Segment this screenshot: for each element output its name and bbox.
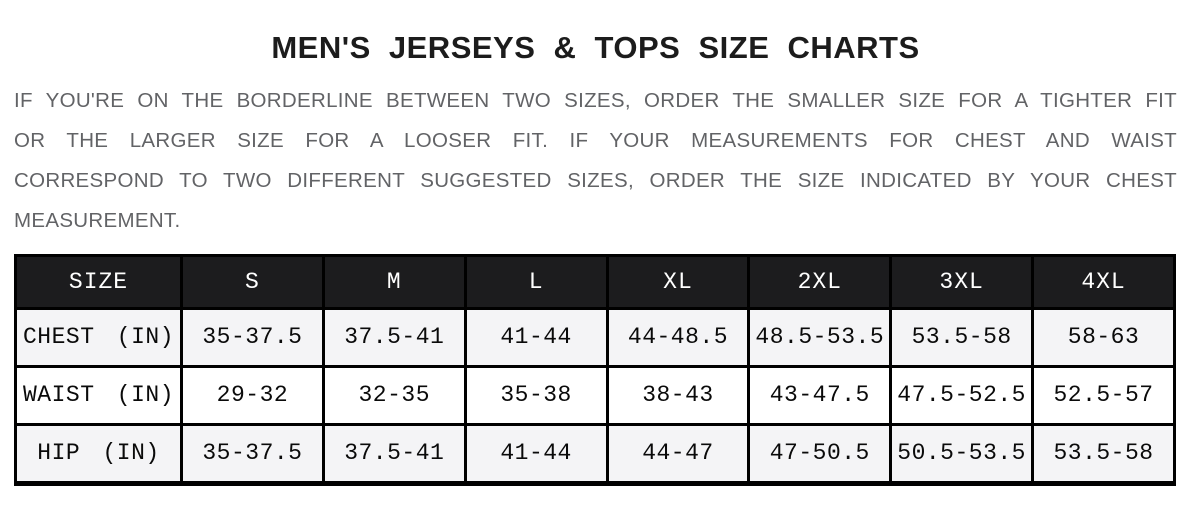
measurement-cell: 35-37.5 (182, 424, 324, 483)
measurement-cell: 37.5-41 (323, 308, 465, 366)
measurement-cell: 47.5-52.5 (891, 366, 1033, 424)
size-guide-note: IF YOU'RE ON THE BORDERLINE BETWEEN TWO SIZES, ORDER THE SMALLER SIZE FOR A TIGHTER FIT OR THE LARGER SIZE FOR A LOOSER FIT. IF YOUR MEASUREMENTS FOR CHEST AND WAIST CORRESPOND TO TWO DIFFERENT SUGGESTED SIZES, ORDER THE SIZE INDICATED BY YOUR CHEST MEASUREMENT. (14, 88, 1177, 232)
size-chart-header (16, 255, 1175, 308)
row-label: WAIST (IN) (16, 366, 182, 424)
table-row (16, 308, 1175, 366)
measurement-cell: 53.5-58 (891, 308, 1033, 366)
size-chart-body (16, 308, 1175, 483)
measurement-cell: 29-32 (182, 366, 324, 424)
measurement-cell: 44-48.5 (607, 308, 749, 366)
measurement-cell: 41-44 (465, 308, 607, 366)
row-label: HIP (IN) (16, 424, 182, 483)
measurement-cell: 32-35 (323, 366, 465, 424)
page-title: MEN'S JERSEYS & TOPS SIZE CHARTS (271, 30, 920, 65)
measurement-cell: 38-43 (607, 366, 749, 424)
measurement-cell: 53.5-58 (1033, 424, 1175, 483)
measurement-cell: 35-38 (465, 366, 607, 424)
header-cell-s: S (182, 255, 324, 308)
measurement-cell: 44-47 (607, 424, 749, 483)
table-row (16, 366, 1175, 424)
row-label: CHEST (IN) (16, 308, 182, 366)
measurement-cell: 43-47.5 (749, 366, 891, 424)
table-row (16, 424, 1175, 483)
measurement-cell: 37.5-41 (323, 424, 465, 483)
measurement-cell: 41-44 (465, 424, 607, 483)
measurement-cell: 58-63 (1033, 308, 1175, 366)
table-header-row (16, 255, 1175, 308)
header-cell-size: SIZE (16, 255, 182, 308)
measurement-cell: 35-37.5 (182, 308, 324, 366)
size-chart-table (14, 254, 1176, 486)
header-cell-3xl: 3XL (891, 255, 1033, 308)
header-cell-l: L (465, 255, 607, 308)
measurement-cell: 47-50.5 (749, 424, 891, 483)
header-cell-4xl: 4XL (1033, 255, 1175, 308)
header-cell-xl: XL (607, 255, 749, 308)
header-cell-m: M (323, 255, 465, 308)
measurement-cell: 52.5-57 (1033, 366, 1175, 424)
measurement-cell: 48.5-53.5 (749, 308, 891, 366)
header-cell-2xl: 2XL (749, 255, 891, 308)
measurement-cell: 50.5-53.5 (891, 424, 1033, 483)
